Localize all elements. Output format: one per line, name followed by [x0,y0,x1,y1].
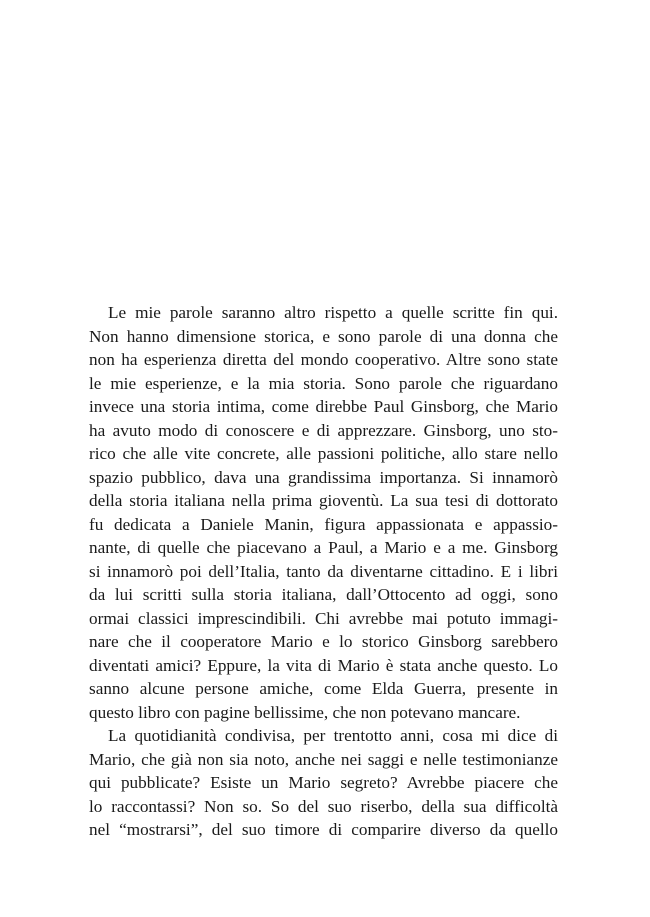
text-line: invece una storia intima, come direbbe Paul Ginsborg, che Mario [89,397,558,416]
text-line: ha avuto modo di conoscere e di apprezzare. Ginsborg, uno sto- [89,420,558,440]
text-line: le mie esperienze, e la mia storia. Sono parole che riguardano [89,373,558,393]
text-line: questo libro con pagine bellissime, che non potevano mancare. [89,702,521,722]
text-line: non ha esperienza diretta del mondo cooperativo. Altre sono state [89,350,558,369]
text-line: Le mie parole saranno altro rispetto a quelle scritte fin qui. [108,303,558,322]
text-line: da lui scritti sulla storia italiana, dall’Ottocento ad oggi, sono [89,585,558,604]
text-line: spazio pubblico, dava una grandissima importanza. Si innamorò [89,467,558,487]
text-line: Non hanno dimensione storica, e sono parole di una donna che [89,326,558,346]
text-line: ormai classici imprescindibili. Chi avrebbe mai potuto immagi- [89,608,558,628]
text-line: Mario, che già non sia noto, anche nei saggi e nelle testimonianze [89,749,558,769]
text-line: della storia italiana nella prima gioventù. La sua tesi di dottorato [89,491,558,510]
text-line: sanno alcune persone amiche, come Elda Guerra, presente in [89,679,558,698]
text-line: nante, di quelle che piacevano a Paul, a Mario e a me. Ginsborg [89,538,558,557]
text-line: La quotidianità condivisa, per trentotto anni, cosa mi dice di [108,726,558,745]
text-line: lo raccontassi? Non so. So del suo riserbo, della sua difficoltà [89,796,558,816]
text-line: rico che alle vite concrete, alle passioni politiche, allo stare nello [89,444,558,463]
text-line: nel “mostrarsi”, del suo timore di comparire diverso da quello [89,820,558,839]
body-text [89,301,558,842]
text-line: qui pubblicate? Esiste un Mario segreto? Avrebbe piacere che [89,773,558,792]
text-line: nare che il cooperatore Mario e lo storico Ginsborg sarebbero [89,632,558,651]
text-line: fu dedicata a Daniele Manin, figura appassionata e appassio- [89,514,558,534]
text-line: si innamorò poi dell’Italia, tanto da diventarne cittadino. E i libri [89,561,558,581]
text-line: diventati amici? Eppure, la vita di Mario è stata anche questo. Lo [89,655,558,675]
